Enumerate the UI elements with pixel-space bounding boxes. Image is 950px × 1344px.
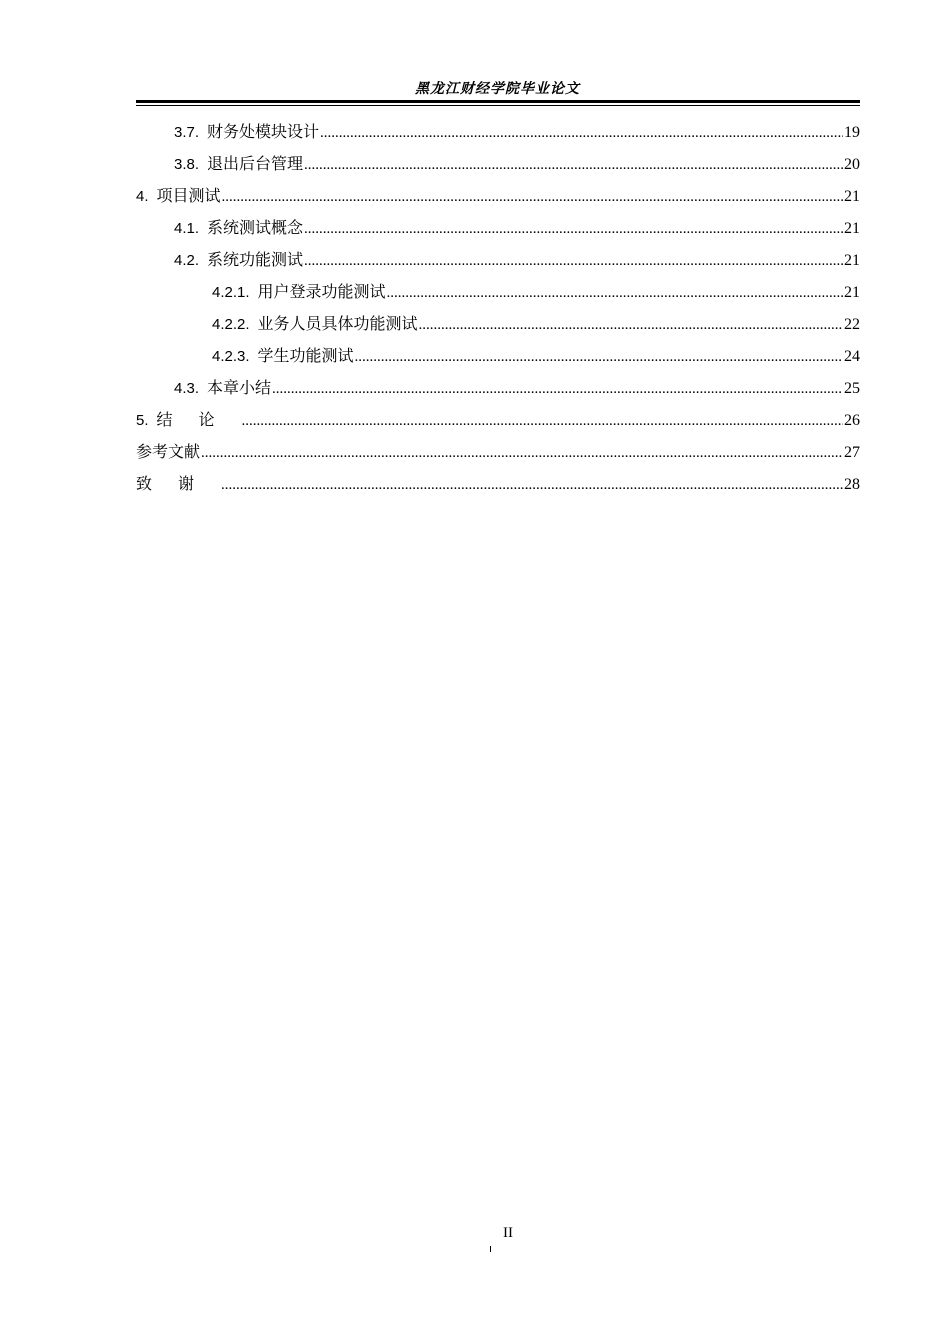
- table-of-contents: [136, 116, 860, 500]
- dot-leader: [242, 405, 843, 437]
- dot-leader: [387, 277, 843, 309]
- toc-entry-page: 28: [844, 476, 860, 493]
- header-rule-thick: [136, 100, 860, 103]
- toc-entry-number: 3.8.: [174, 156, 200, 173]
- toc-entry-title: 系统功能测试: [207, 250, 304, 269]
- dot-leader: [304, 213, 843, 245]
- toc-entry-title: 用户登录功能测试: [257, 282, 386, 301]
- toc-entry-page: 21: [844, 220, 860, 237]
- toc-entry[interactable]: [136, 212, 860, 244]
- dot-leader: [222, 181, 843, 213]
- toc-entry-number: 4.2.: [174, 252, 200, 269]
- toc-entry-page: 21: [844, 188, 860, 205]
- footer-mark: [490, 1246, 491, 1252]
- dot-leader: [201, 437, 843, 469]
- toc-entry-page: 20: [844, 156, 860, 173]
- dot-leader: [221, 469, 843, 501]
- toc-entry-number: 5.: [136, 412, 149, 429]
- toc-entry-page: 21: [844, 252, 860, 269]
- toc-entry-title: 参考文献: [136, 442, 201, 461]
- toc-entry[interactable]: [136, 308, 860, 340]
- toc-entry-title: 学生功能测试: [257, 346, 354, 365]
- dot-leader: [272, 373, 843, 405]
- toc-entry-page: 26: [844, 412, 860, 429]
- toc-entry-title: 本章小结: [207, 378, 272, 397]
- toc-entry-page: 19: [844, 124, 860, 141]
- toc-entry[interactable]: [136, 340, 860, 372]
- toc-entry-page: 22: [844, 316, 860, 333]
- toc-entry-page: 21: [844, 284, 860, 301]
- footer-page-number: II: [503, 1225, 513, 1241]
- header-rule-thin: [136, 105, 860, 106]
- toc-entry-number: 4.2.1.: [212, 284, 250, 301]
- toc-entry[interactable]: [136, 116, 860, 148]
- toc-entry-number: 4.: [136, 188, 149, 205]
- toc-entry[interactable]: [136, 468, 860, 500]
- toc-entry[interactable]: [136, 180, 860, 212]
- toc-entry-page: 25: [844, 380, 860, 397]
- toc-entry[interactable]: [136, 148, 860, 180]
- toc-entry-title: 结论: [156, 410, 241, 429]
- toc-entry-title: 项目测试: [156, 186, 221, 205]
- toc-entry-title: 退出后台管理: [207, 154, 304, 173]
- header-title: 黑龙江财经学院毕业论文: [415, 81, 580, 97]
- toc-entry[interactable]: [136, 276, 860, 308]
- toc-entry[interactable]: [136, 372, 860, 404]
- toc-entry-number: 4.3.: [174, 380, 200, 397]
- toc-entry-title: 财务处模块设计: [207, 122, 320, 141]
- dot-leader: [304, 149, 843, 181]
- toc-entry-number: 4.1.: [174, 220, 200, 237]
- dot-leader: [304, 245, 843, 277]
- toc-entry-page: 27: [844, 444, 860, 461]
- toc-entry-page: 24: [844, 348, 860, 365]
- dot-leader: [355, 341, 843, 373]
- dot-leader: [419, 309, 843, 341]
- toc-entry-title: 致谢: [136, 474, 221, 493]
- toc-entry-title: 业务人员具体功能测试: [257, 314, 418, 333]
- toc-entry[interactable]: [136, 244, 860, 276]
- toc-entry-number: 4.2.3.: [212, 348, 250, 365]
- dot-leader: [320, 117, 843, 149]
- toc-entry-title: 系统测试概念: [207, 218, 304, 237]
- toc-entry[interactable]: [136, 404, 860, 436]
- toc-entry[interactable]: [136, 436, 860, 468]
- toc-entry-number: 3.7.: [174, 124, 200, 141]
- toc-entry-number: 4.2.2.: [212, 316, 250, 333]
